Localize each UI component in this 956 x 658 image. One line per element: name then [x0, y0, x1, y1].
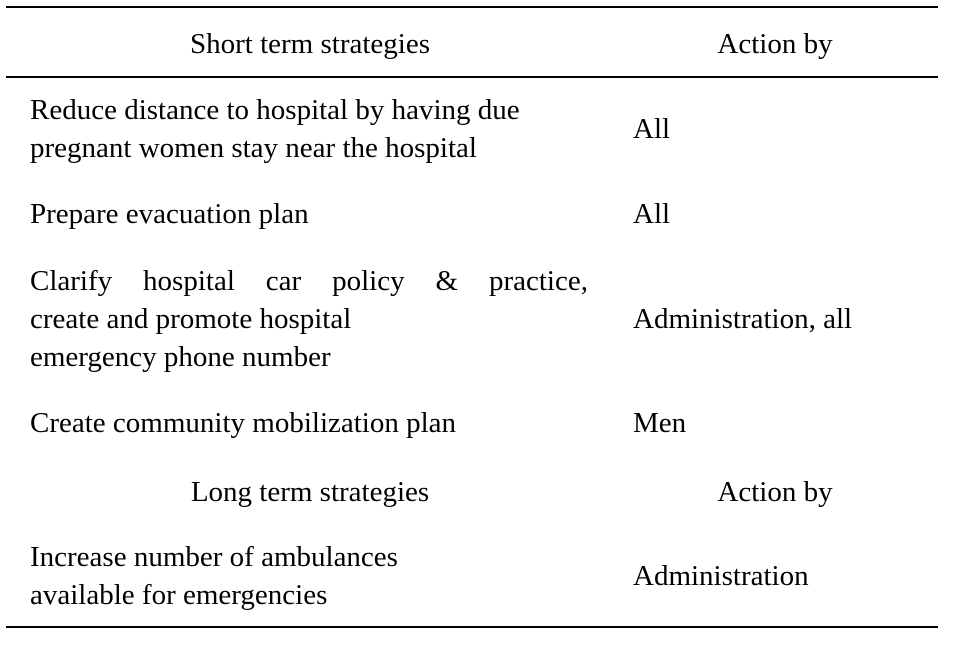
action-cell: Administration [633, 560, 809, 592]
strategy-cell-line: Increase number of ambulances [30, 541, 398, 573]
action-by-header: Action by [717, 28, 833, 60]
strategy-cell-line: Reduce distance to hospital by having due [30, 94, 520, 126]
bottom-rule [6, 626, 938, 628]
action-cell: Men [633, 407, 687, 439]
strategy-cell-line: pregnant women stay near the hospital [30, 132, 477, 164]
long-term-header: Long term strategies [190, 476, 430, 508]
strategy-cell-line: available for emergencies [30, 579, 328, 611]
header-rule [6, 76, 938, 78]
strategy-cell-line: emergency phone number [30, 341, 331, 373]
action-cell: All [633, 198, 671, 230]
action-cell: All [633, 113, 671, 145]
short-term-header: Short term strategies [189, 28, 430, 60]
action-by-header: Action by [717, 476, 833, 508]
strategy-cell-line: create and promote hospital [30, 303, 352, 335]
strategy-cell-line: Prepare evacuation plan [30, 198, 309, 230]
strategy-cell-line: Create community mobilization plan [30, 407, 457, 439]
strategy-cell-line: Clarify hospital car policy & practice, [30, 265, 588, 297]
top-rule [6, 6, 938, 8]
action-cell: Administration, all [633, 303, 853, 335]
